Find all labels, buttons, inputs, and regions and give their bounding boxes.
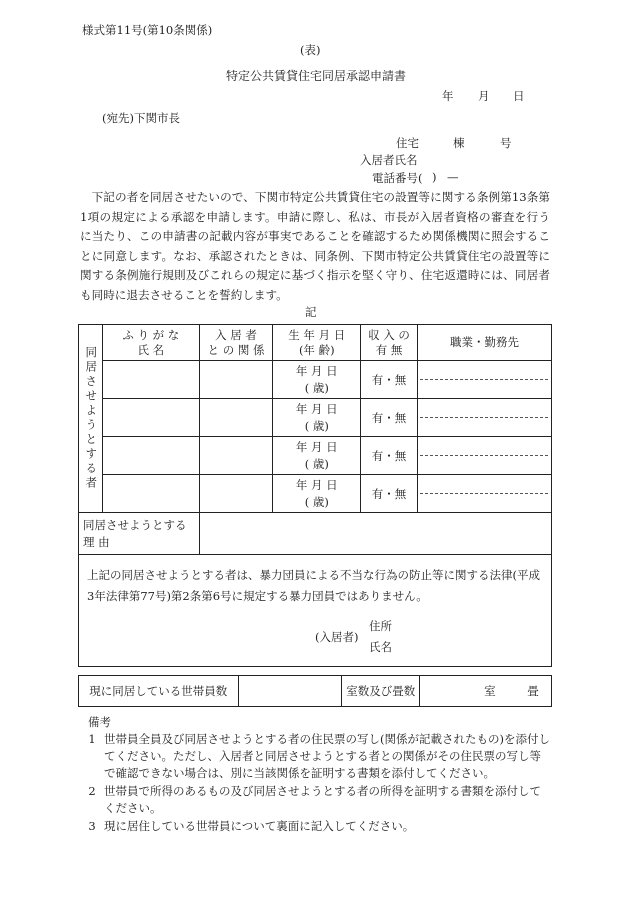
reason-input-cell[interactable]	[199, 513, 551, 555]
relation-cell[interactable]	[199, 361, 273, 399]
job-cell[interactable]	[417, 399, 551, 437]
relation-cell[interactable]	[199, 399, 273, 437]
header-income-top: 収 入 の	[368, 327, 410, 342]
phone-close: )	[432, 170, 437, 184]
address-label: 住所	[369, 619, 392, 633]
income-cell[interactable]: 有・無	[361, 475, 418, 513]
page-title: 特定公共賃貸住宅同居承認申請書	[226, 69, 407, 83]
dob-line1: 年 月 日	[295, 477, 338, 492]
rooms-input[interactable]	[420, 676, 552, 707]
tatami-unit: 畳	[527, 684, 539, 698]
table-row	[79, 361, 552, 399]
rooms-label: 室数及び畳数	[342, 676, 420, 707]
form-number: 様式第11号(第10条関係)	[82, 23, 213, 37]
ki-label: 記	[305, 305, 317, 319]
reason-label-cell	[79, 513, 200, 555]
declaration-cell	[79, 555, 552, 667]
addressee: (宛先)下関市長	[102, 111, 180, 125]
declaration-text: 上記の同居させようとする者は、暴力団員による不当な行為の防止等に関する法律(平成3年法律第77号)第2条第6号に規定する暴力団員ではありません。	[87, 568, 540, 603]
side-label: (表)	[300, 43, 321, 57]
header-income-bottom: 有 無	[375, 342, 403, 357]
body-paragraph: 下記の者を同居させたいので、下関市特定公共賃貸住宅の設置等に関する条例第13条第1項の規定による承認を申請します。申請に際し、私は、市長が入居者資格の審査を行うに当たり、この申請書の記載内容が事実であることを確認するため関係機関に照会することに同意します。なお、承認されたときは、同条例、下関市特定公共賃貸住宅の設置等に関する条例施行規則及びこれらの規定に基づく指示を堅く守り、住宅返還時には、同居者も同時に退去させることを誓約します。	[80, 190, 550, 302]
cohabitant-side-label: 同居させようとする者	[84, 346, 99, 491]
note-text: 世帯員で所得のあるもの及び同居させようとする者の所得を証明する書類を添付してください。	[104, 784, 541, 815]
date-month: 月	[478, 89, 490, 103]
name-label: 氏名	[369, 640, 392, 654]
header-dob	[273, 325, 361, 361]
note-number: 3	[88, 819, 96, 833]
name-cell[interactable]	[102, 399, 199, 437]
phone-label: 電話番号(	[372, 171, 423, 185]
room-unit: 室	[484, 684, 496, 698]
name-cell[interactable]	[102, 475, 199, 513]
phone-dash: —	[447, 170, 459, 184]
cohabitant-side-label-cell	[79, 325, 103, 513]
note-text: 現に居住している世帯員について裏面に記入してください。	[104, 819, 415, 833]
notes-heading: 備考	[88, 715, 111, 729]
job-dashed-line	[420, 493, 548, 494]
dob-line2: ( 歳)	[304, 494, 329, 509]
resident-label: (入居者)	[315, 630, 359, 644]
building-unit: 棟	[453, 136, 465, 150]
income-cell[interactable]: 有・無	[361, 399, 418, 437]
relation-cell[interactable]	[199, 437, 273, 475]
header-relation	[199, 325, 273, 361]
dob-line2: ( 歳)	[304, 456, 329, 471]
job-dashed-line	[420, 379, 548, 380]
table-row	[79, 437, 552, 475]
header-dob-bottom: (年 齢)	[298, 342, 335, 357]
note-number: 2	[88, 784, 96, 798]
dob-line2: ( 歳)	[304, 380, 329, 395]
name-cell[interactable]	[102, 437, 199, 475]
job-dashed-line	[420, 417, 548, 418]
notes-list	[80, 731, 550, 836]
header-dob-top: 生 年 月 日	[288, 327, 346, 342]
current-household-input[interactable]	[238, 676, 342, 707]
header-relation-bottom: と の 関 係	[207, 342, 265, 357]
date-day: 日	[513, 89, 525, 103]
income-cell[interactable]: 有・無	[361, 361, 418, 399]
note-number: 1	[88, 732, 96, 746]
job-cell[interactable]	[417, 475, 551, 513]
note-text: 世帯員全員及び同居させようとする者の住民票の写し(関係が記載されたもの)を添付してください。ただし、入居者と同居させようとする者との関係がその住民票の写し等で確認できない場合は、別に当該関係を証明する書類を添付してください。	[104, 732, 550, 780]
cohabitant-table	[78, 324, 552, 667]
header-relation-top: 入 居 者	[215, 327, 257, 342]
relation-cell[interactable]	[199, 475, 273, 513]
dob-line1: 年 月 日	[295, 439, 338, 454]
dob-line1: 年 月 日	[295, 401, 338, 416]
dob-cell[interactable]	[273, 361, 361, 399]
current-household-label: 現に同居している世帯員数	[79, 676, 239, 707]
dob-cell[interactable]	[273, 437, 361, 475]
job-dashed-line	[420, 455, 548, 456]
note-item	[80, 783, 550, 817]
header-job: 職業・勤務先	[417, 325, 551, 361]
job-cell[interactable]	[417, 437, 551, 475]
name-cell[interactable]	[102, 361, 199, 399]
header-name-shimei: 氏 名	[137, 342, 165, 357]
table-row	[79, 475, 552, 513]
resident-name-label: 入居者氏名	[360, 153, 418, 167]
dob-cell[interactable]	[273, 399, 361, 437]
housing-label: 住宅	[396, 136, 419, 150]
date-year: 年	[442, 89, 454, 103]
note-item	[80, 731, 550, 782]
dob-line2: ( 歳)	[304, 418, 329, 433]
household-table	[78, 675, 552, 707]
header-income	[361, 325, 418, 361]
reason-label-line1: 同居させようとする	[83, 517, 187, 532]
job-cell[interactable]	[417, 361, 551, 399]
reason-label-text: 理 由	[83, 534, 110, 549]
dob-cell[interactable]	[273, 475, 361, 513]
dob-line1: 年 月 日	[295, 363, 338, 378]
header-name	[102, 325, 199, 361]
number-unit: 号	[500, 136, 512, 150]
note-item	[80, 818, 550, 835]
header-name-furigana: ふ り が な	[122, 327, 180, 342]
table-row	[79, 399, 552, 437]
income-cell[interactable]: 有・無	[361, 437, 418, 475]
reason-label-line2	[83, 534, 199, 551]
